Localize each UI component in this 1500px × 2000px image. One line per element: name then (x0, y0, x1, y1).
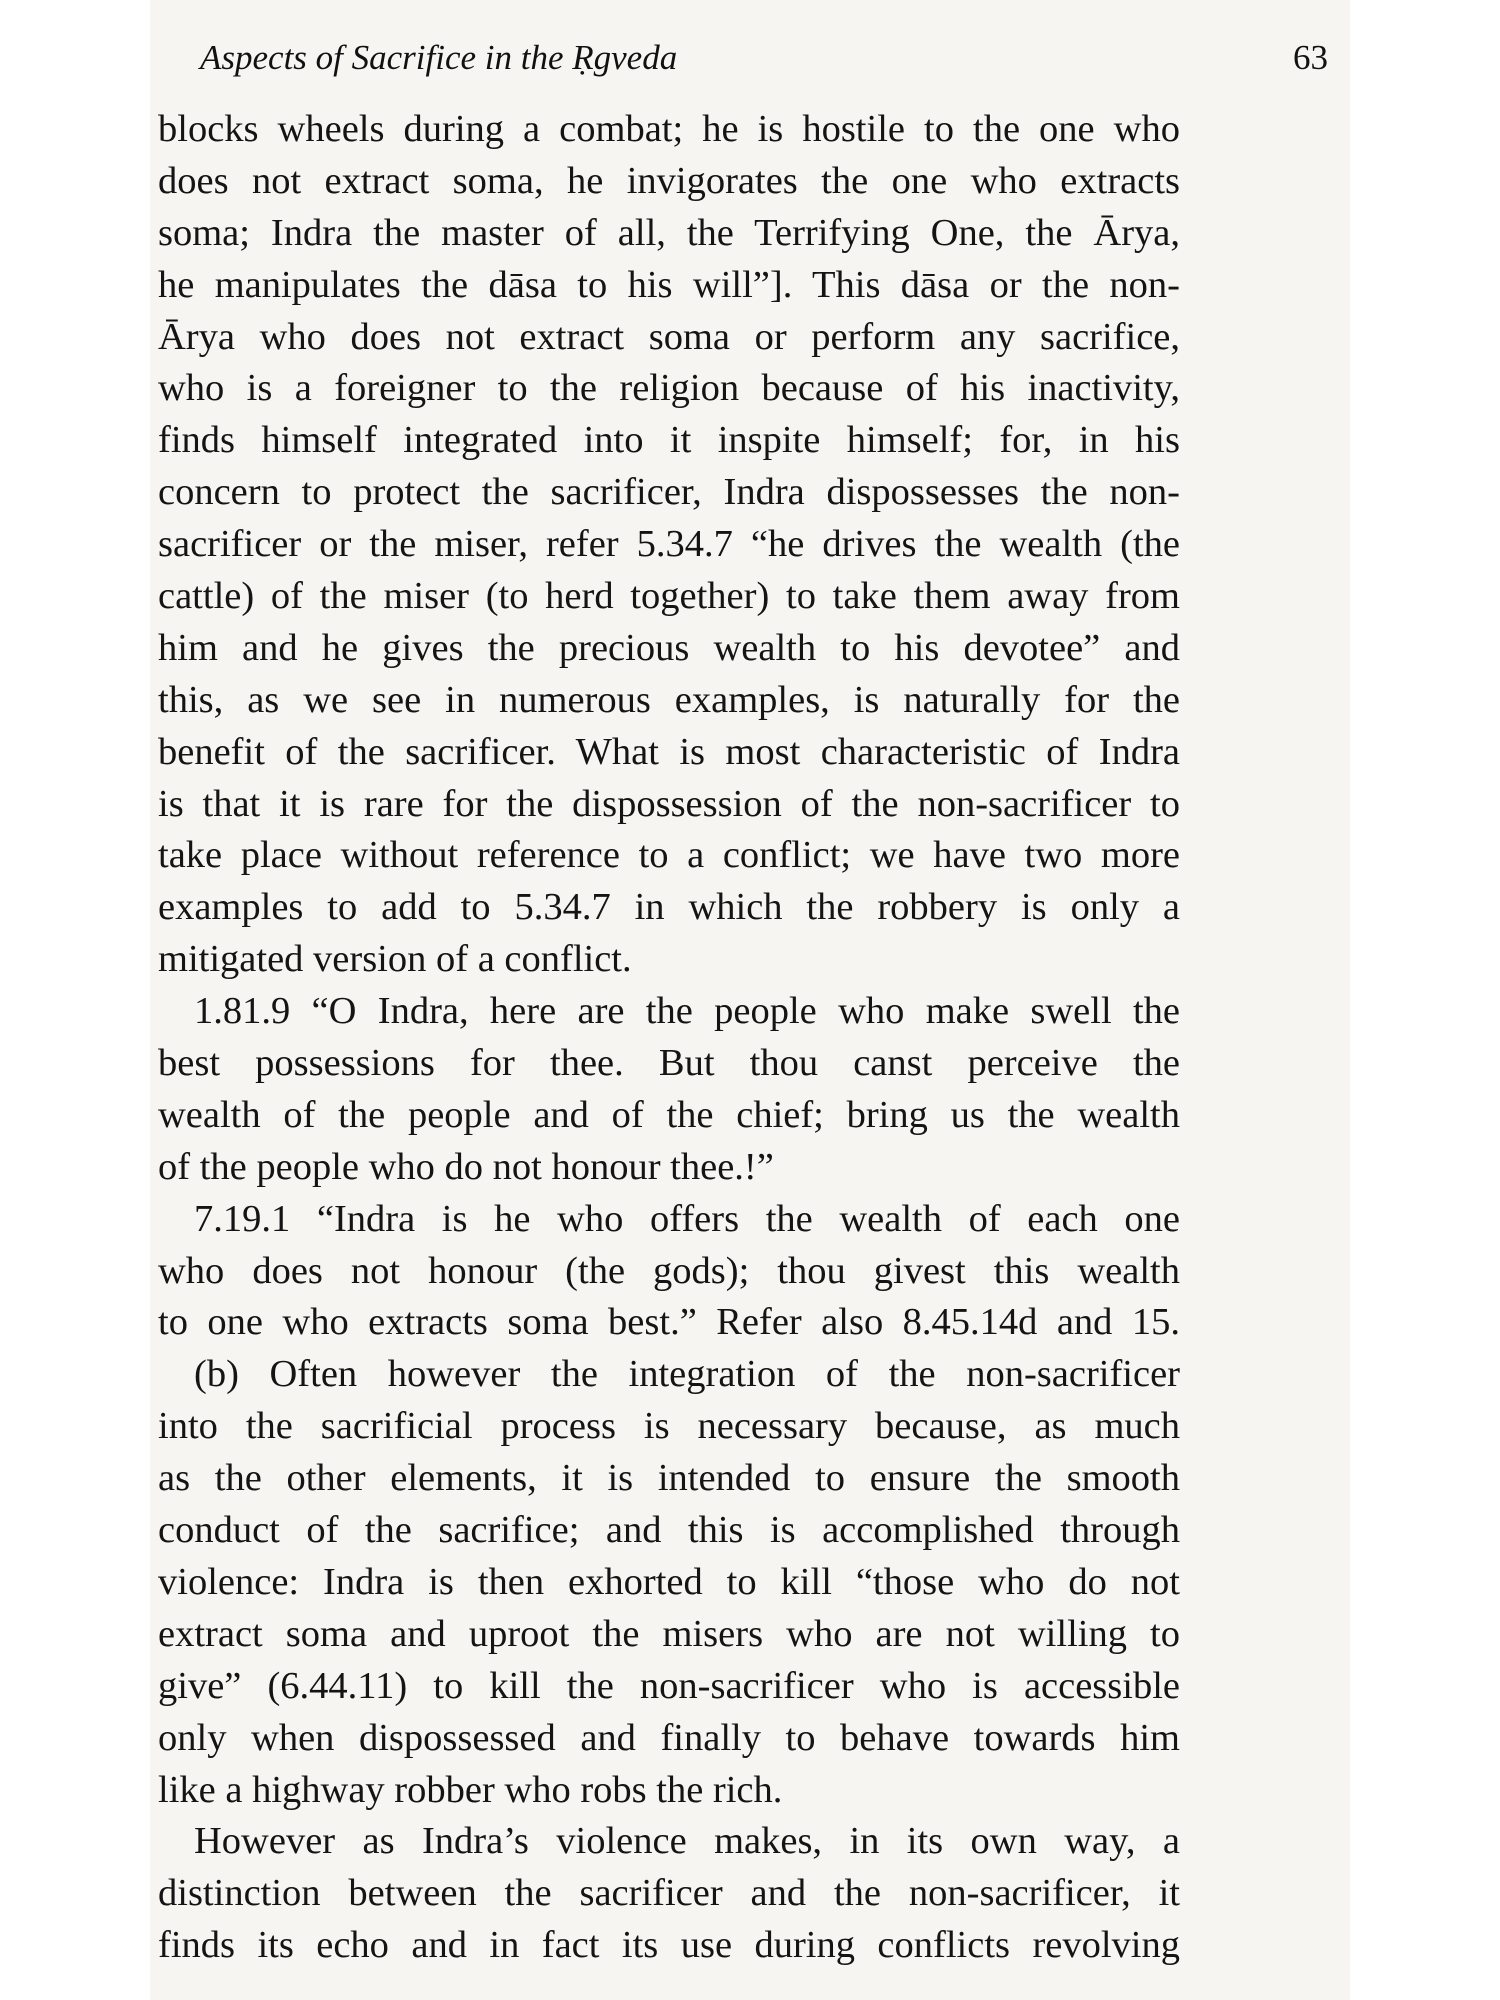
text-line: who is a foreigner to the religion because of his inactivity, (158, 367, 1180, 410)
text-line: conduct of the sacrifice; and this is accomplished through (158, 1509, 1180, 1552)
text-line: like a highway robber who robs the rich. (158, 1768, 783, 1811)
page-header (200, 38, 1328, 98)
text-line: give” (6.44.11) to kill the non-sacrificer who is accessible (158, 1664, 1180, 1707)
text-line: of the people who do not honour thee.!” (158, 1145, 774, 1188)
text-line: is that it is rare for the dispossession of the non-sacrificer to (158, 782, 1180, 825)
running-head: Aspects of Sacrifice in the Ṛgveda (200, 38, 678, 77)
page-number: 63 (1293, 38, 1328, 77)
text-line: he manipulates the dāsa to his will”]. This dāsa or the non- (158, 263, 1180, 306)
text-line: mitigated version of a conflict. (158, 938, 632, 981)
text-line: extract soma and uproot the misers who are not willing to (158, 1612, 1180, 1655)
book-page (150, 0, 1350, 2000)
text-line: Ārya who does not extract soma or perform any sacrifice, (158, 315, 1180, 358)
text-line: benefit of the sacrificer. What is most characteristic of Indra (158, 730, 1180, 773)
text-line: soma; Indra the master of all, the Terrifying One, the Ārya, (158, 211, 1180, 254)
text-line: does not extract soma, he invigorates the one who extracts (158, 159, 1180, 202)
text-line: 1.81.9 “O Indra, here are the people who make swell the (194, 990, 1180, 1033)
text-line: sacrificer or the miser, refer 5.34.7 “he drives the wealth (the (158, 523, 1180, 566)
text-line: this, as we see in numerous examples, is naturally for the (158, 678, 1180, 721)
text-line: distinction between the sacrificer and the non-sacrificer, it (158, 1872, 1180, 1915)
text-line: only when dispossessed and finally to behave towards him (158, 1716, 1180, 1759)
text-line: finds himself integrated into it inspite himself; for, in his (158, 419, 1180, 462)
text-line: cattle) of the miser (to herd together) to take them away from (158, 575, 1180, 618)
text-line: concern to protect the sacrificer, Indra dispossesses the non- (158, 471, 1180, 514)
text-line: 7.19.1 “Indra is he who offers the wealth of each one (194, 1197, 1180, 1240)
text-line: violence: Indra is then exhorted to kill “those who do not (158, 1560, 1180, 1603)
text-line: examples to add to 5.34.7 in which the robbery is only a (158, 886, 1180, 929)
text-line: who does not honour (the gods); thou givest this wealth (158, 1249, 1180, 1292)
text-line: to one who extracts soma best.” Refer also 8.45.14d and 15. (158, 1301, 1180, 1344)
text-line: finds its echo and in fact its use during conflicts revolving (158, 1924, 1180, 1967)
text-line: (b) Often however the integration of the non-sacrificer (194, 1353, 1180, 1396)
text-line: into the sacrificial process is necessary because, as much (158, 1405, 1180, 1448)
text-line: take place without reference to a conflict; we have two more (158, 834, 1180, 877)
text-line: as the other elements, it is intended to ensure the smooth (158, 1457, 1180, 1500)
text-line: blocks wheels during a combat; he is hostile to the one who (158, 108, 1180, 150)
text-line: him and he gives the precious wealth to his devotee” and (158, 626, 1180, 669)
body-text (158, 104, 1180, 1972)
text-line: wealth of the people and of the chief; bring us the wealth (158, 1093, 1180, 1136)
text-line: best possessions for thee. But thou canst perceive the (158, 1042, 1180, 1085)
text-line: However as Indra’s violence makes, in its own way, a (194, 1820, 1180, 1863)
